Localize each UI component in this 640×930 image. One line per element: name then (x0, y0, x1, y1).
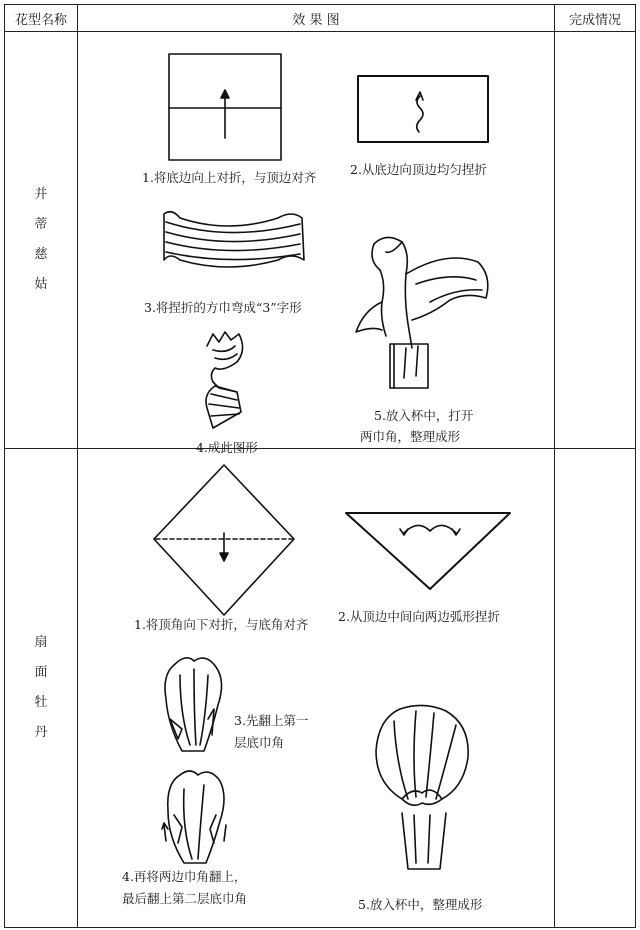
flower-name-vertical: 扇 面 牡 丹 (34, 635, 48, 740)
step4-folded-shape-illustration (193, 328, 263, 436)
flower-name-cell (5, 449, 78, 928)
step3-fan-illustration (160, 655, 226, 755)
step-caption: 3.先翻上第一 (234, 713, 309, 728)
header-completion: 完成情况 (555, 5, 636, 32)
flower-name-cell (5, 32, 78, 449)
header-flower-name: 花型名称 (5, 5, 78, 32)
step-caption: 2.从底边向顶边均匀捏折 (350, 162, 487, 177)
completion-cell[interactable] (555, 32, 636, 449)
step5-fan-glass-illustration (372, 703, 476, 873)
completion-cell[interactable] (555, 449, 636, 928)
step3-pleated-strip-illustration (158, 204, 310, 274)
step-caption: 层底巾角 (234, 735, 285, 750)
step5-glass-illustration (346, 228, 496, 396)
step2-pleat-illustration (356, 74, 490, 146)
step-caption: 2.从顶边中间向两边弧形捏折 (338, 609, 500, 624)
step-caption: 1.将底边向上对折，与顶边对齐 (142, 170, 317, 185)
figure-cell (78, 449, 555, 928)
napkin-folding-table (4, 4, 636, 928)
step-caption: 3.将捏折的方巾弯成“3”字形 (144, 300, 302, 315)
step-caption: 两巾角，整理成形 (360, 429, 461, 444)
header-effect-figure: 效 果 图 (78, 5, 555, 32)
step-caption: 5.放入杯中，打开 (374, 408, 474, 423)
step-caption: 5.放入杯中，整理成形 (358, 897, 483, 912)
step2-triangle-illustration (344, 511, 512, 591)
step1-diamond-illustration (152, 463, 296, 617)
table-row (5, 449, 636, 928)
table-header-row (5, 5, 636, 32)
step-caption: 最后翻上第二层底巾角 (122, 891, 248, 906)
flower-name-vertical: 并 蒂 慈 姑 (34, 187, 48, 292)
figure-cell (78, 32, 555, 455)
step-caption: 4.再将两边巾角翻上， (122, 869, 247, 884)
step-caption: 1.将顶角向下对折，与底角对齐 (134, 617, 309, 632)
table-row (5, 32, 636, 449)
step1-fold-illustration (167, 52, 283, 162)
step-caption: 4.成此图形 (196, 440, 258, 455)
step4-fan-flaps-illustration (160, 767, 230, 867)
